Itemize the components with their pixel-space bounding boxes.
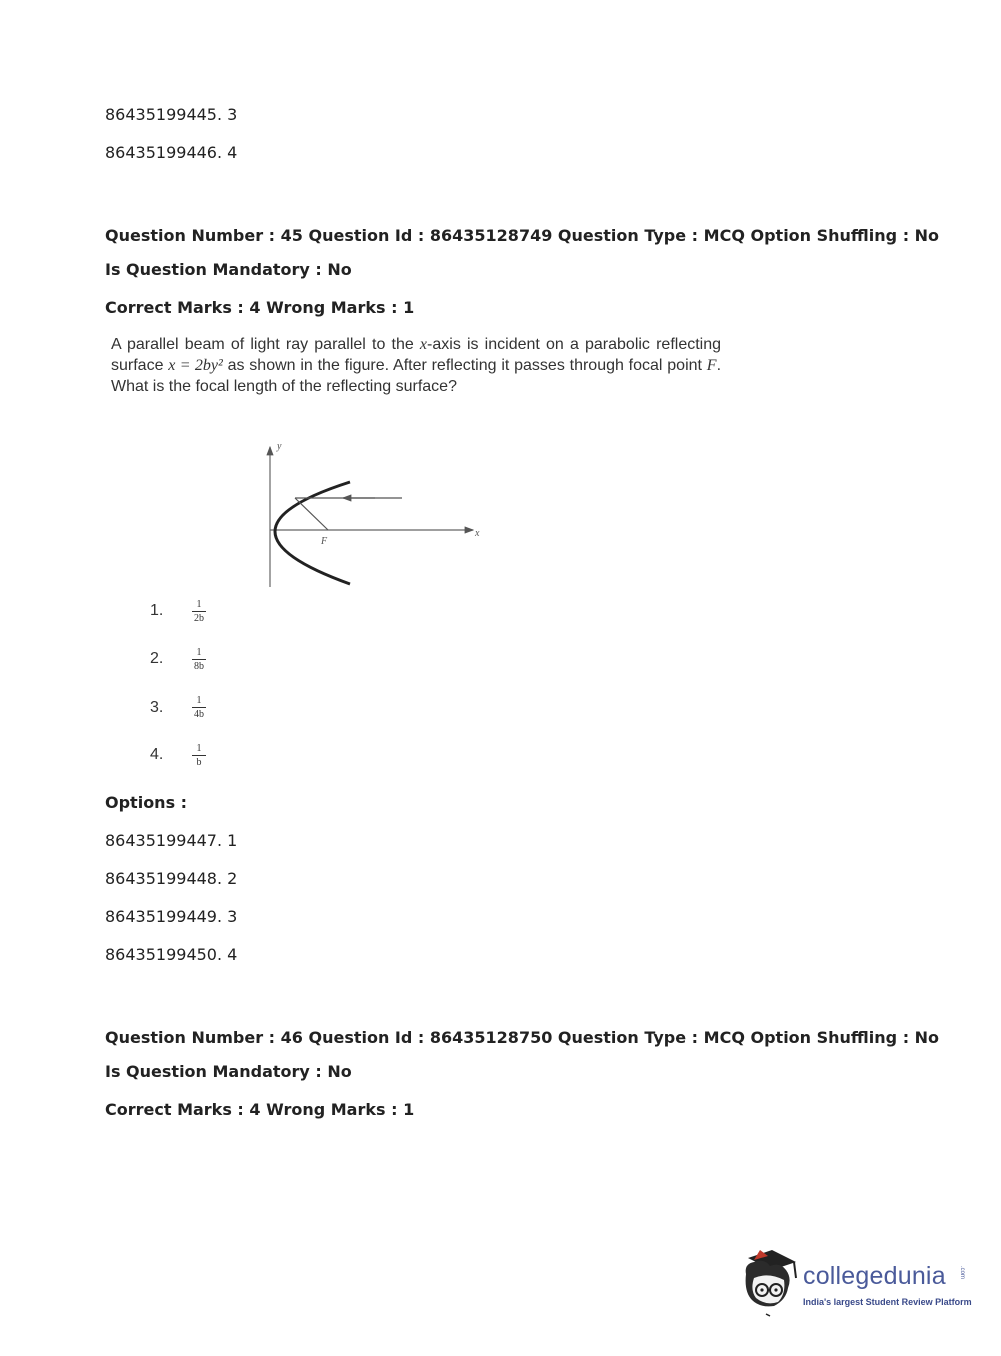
- choice-fraction: 1 8b: [194, 647, 204, 672]
- choice-fraction: 1 2b: [194, 599, 204, 624]
- x-axis-label: x: [475, 528, 480, 539]
- choice-number: 3.: [150, 699, 164, 716]
- option-line: 86435199449. 3: [105, 907, 238, 926]
- question-header: Question Number : 46 Question Id : 86435128750 Question Type : MCQ Option Shuffling : No: [105, 1028, 940, 1047]
- question-marks: Correct Marks : 4 Wrong Marks : 1: [105, 1100, 415, 1119]
- parabolic-mirror-figure: [255, 437, 495, 592]
- focus-label: F: [321, 536, 328, 547]
- choice-number: 1.: [150, 602, 164, 619]
- collegedunia-mascot-logo: [740, 1248, 802, 1318]
- option-line: 86435199446. 4: [105, 143, 238, 162]
- option-line: 86435199445. 3: [105, 105, 238, 124]
- question-header: Question Number : 45 Question Id : 86435128749 Question Type : MCQ Option Shuffling : No: [105, 226, 940, 245]
- brand-suffix: .com: [959, 1266, 965, 1280]
- reflected-ray: [295, 498, 328, 530]
- choice-fraction: 1 b: [190, 743, 208, 768]
- y-axis-label: y: [277, 441, 282, 452]
- option-line: 86435199448. 2: [105, 869, 238, 888]
- parabolic-surface: [275, 482, 350, 584]
- question-text: A parallel beam of light ray parallel to the x-axis is incident on a parabolic reflecting surface x = 2by² as shown in the figure. After reflecting it passes through focal point F. What is the focal length of the reflecting surface?: [111, 336, 722, 395]
- choice-number: 2.: [150, 650, 164, 667]
- brand-tagline: India's largest Student Review Platform: [803, 1297, 972, 1307]
- brand-name: collegedunia: [803, 1262, 946, 1290]
- option-line: 86435199450. 4: [105, 945, 238, 964]
- choice-fraction: 1 4b: [194, 695, 204, 720]
- choice-number: 4.: [150, 746, 164, 763]
- options-label: Options :: [105, 793, 188, 812]
- question-marks: Correct Marks : 4 Wrong Marks : 1: [105, 298, 415, 317]
- question-mandatory: Is Question Mandatory : No: [105, 260, 352, 279]
- question-mandatory: Is Question Mandatory : No: [105, 1062, 352, 1081]
- option-line: 86435199447. 1: [105, 831, 238, 850]
